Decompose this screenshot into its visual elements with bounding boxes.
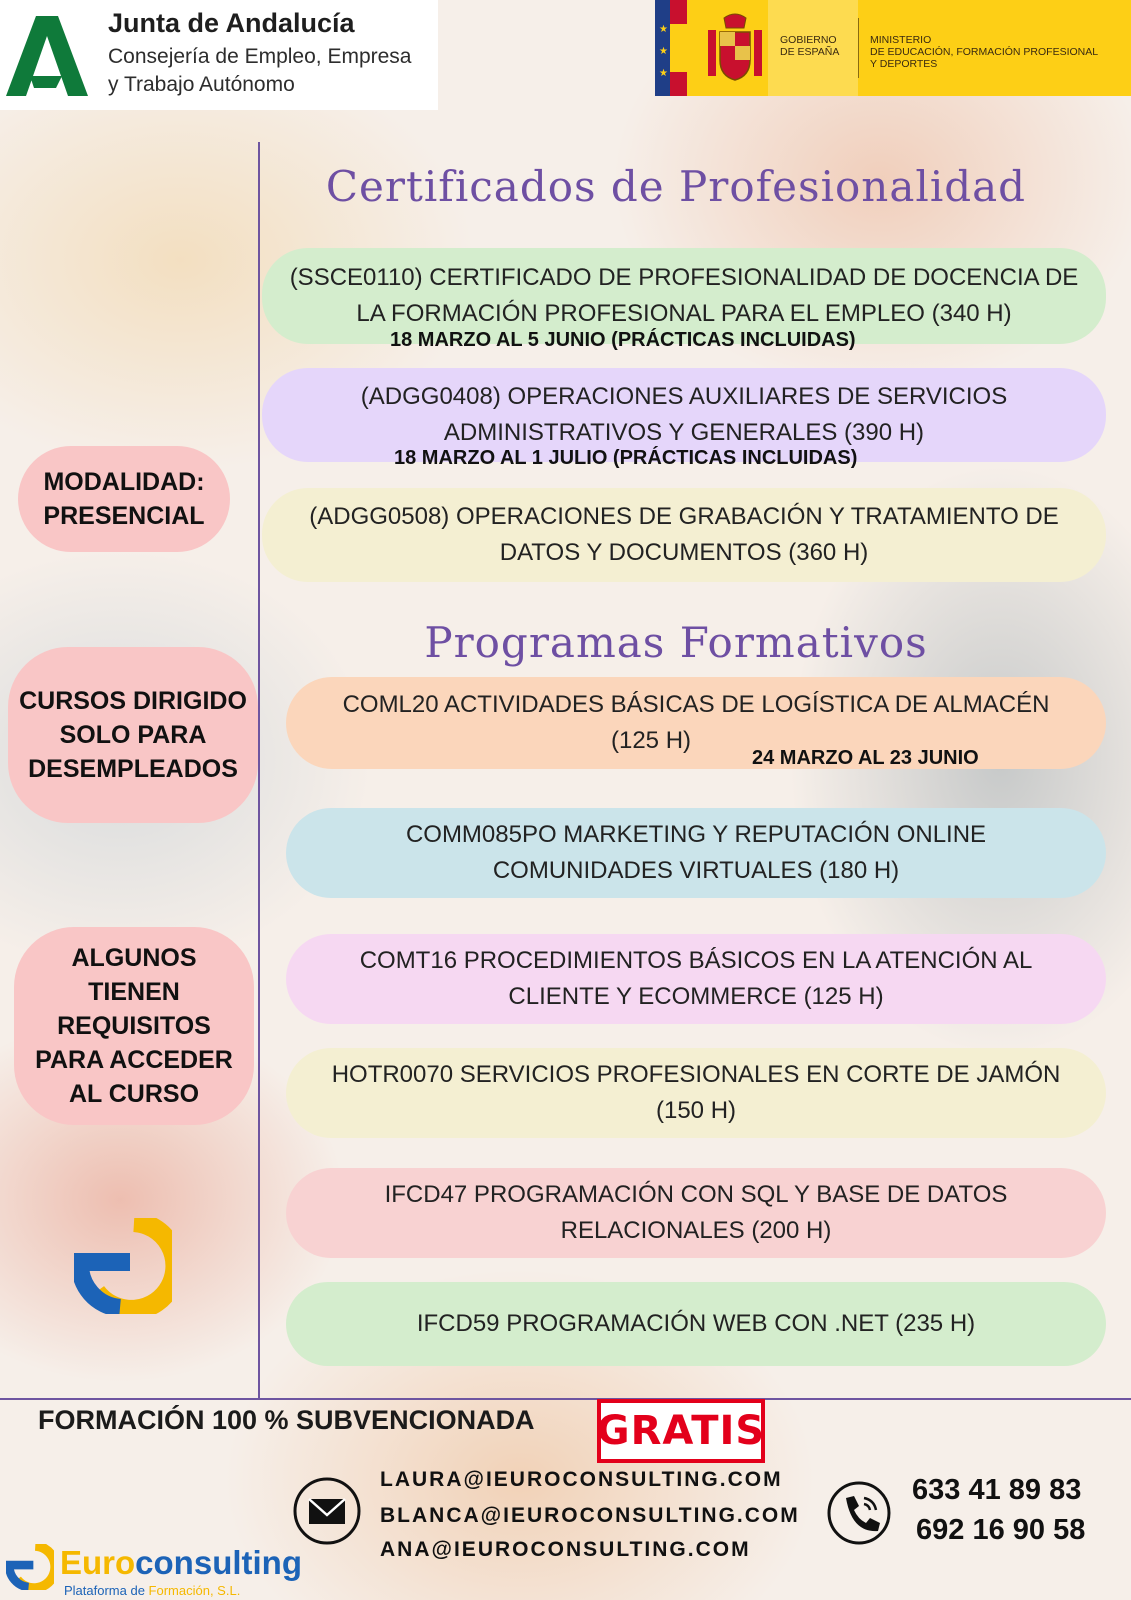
certificado-date-2: 18 MARZO AL 1 JULIO (PRÁCTICAS INCLUIDAS) [394, 447, 858, 469]
modalidad-badge: MODALIDAD: PRESENCIAL [18, 446, 230, 552]
ministerio-line2: DE EDUCACIÓN, FORMACIÓN PROFESIONAL [870, 46, 1099, 58]
programa-text-3: COMT16 PROCEDIMIENTOS BÁSICOS EN LA ATENCIÓN AL CLIENTE Y ECOMMERCE (125 H) [359, 947, 1033, 1010]
programa-text-1-line1: COML20 ACTIVIDADES BÁSICAS DE LOGÍSTICA DE ALMACÉN [342, 691, 1050, 718]
certificados-title: Certificados de Profesionalidad [325, 162, 1027, 211]
spain-flag [670, 0, 687, 96]
euroconsulting-ec-logo [74, 1218, 172, 1314]
programa-text-5: IFCD47 PROGRAMACIÓN CON SQL Y BASE DE DATOS RELACIONALES (200 H) [384, 1181, 1008, 1244]
gobierno-line2: DE ESPAÑA [780, 46, 840, 58]
email-laura[interactable]: LAURA@IEUROCONSULTING.COM [380, 1468, 783, 1491]
envelope-icon [292, 1476, 362, 1546]
desempleados-badge: CURSOS DIRIGIDO SOLO PARA DESEMPLEADOS [8, 647, 258, 823]
junta-title: Junta de Andalucía [108, 8, 355, 38]
programa-card-1 [286, 677, 1106, 769]
header-separator [858, 18, 859, 78]
footer-divider [0, 1398, 1131, 1400]
certificado-card-3 [262, 488, 1106, 582]
gratis-badge: GRATIS [597, 1399, 765, 1463]
tagline-a: Plataforma de [64, 1583, 149, 1598]
tagline-b: Formación, S.L. [148, 1583, 241, 1598]
gobierno-line1: GOBIERNO [780, 34, 837, 46]
certificado-text-1: (SSCE0110) CERTIFICADO DE PROFESIONALIDAD DE DOCENCIA DE LA FORMACIÓN PROFESIONAL PARA EL EMPLEO (340 H) [289, 264, 1079, 327]
phone-number-1[interactable]: 633 41 89 83 [912, 1474, 1082, 1506]
ministerio-line1: MINISTERIO [870, 34, 932, 46]
svg-text:★: ★ [659, 68, 668, 79]
eu-stars-icon [657, 20, 669, 80]
email-blanca[interactable]: BLANCA@IEUROCONSULTING.COM [380, 1504, 800, 1527]
ministerio-label [870, 34, 1098, 70]
email-ana[interactable]: ANA@IEUROCONSULTING.COM [380, 1538, 751, 1561]
ministerio-line3: Y DEPORTES [870, 58, 938, 70]
phone-number-2[interactable]: 692 16 90 58 [916, 1514, 1086, 1546]
programa-card-5 [286, 1168, 1106, 1258]
brand-consulting: consulting [135, 1544, 302, 1581]
programas-title: Programas Formativos [424, 618, 928, 667]
junta-andalucia-logo [0, 10, 94, 98]
certificado-text-2: (ADGG0408) OPERACIONES AUXILIARES DE SERVICIOS ADMINISTRATIVOS Y GENERALES (390 H) [360, 383, 1008, 446]
euroconsulting-tagline [64, 1583, 240, 1598]
phone-icon [826, 1480, 892, 1546]
certificado-date-1: 18 MARZO AL 5 JUNIO (PRÁCTICAS INCLUIDAS) [390, 329, 856, 351]
junta-subtitle [108, 43, 438, 99]
gobierno-label [780, 34, 839, 58]
programa-card-4 [286, 1048, 1106, 1138]
subvencionada-banner: FORMACIÓN 100 % SUBVENCIONADA [38, 1405, 535, 1435]
programa-text-2: COMM085PO MARKETING Y REPUTACIÓN ONLINE COMUNIDADES VIRTUALES (180 H) [405, 821, 987, 884]
certificado-text-3: (ADGG0508) OPERACIONES DE GRABACIÓN Y TRATAMIENTO DE DATOS Y DOCUMENTOS (360 H) [309, 503, 1059, 566]
programa-card-3 [286, 934, 1106, 1024]
euroconsulting-small-logo [6, 1544, 54, 1590]
svg-text:★: ★ [659, 46, 668, 57]
programa-text-4: HOTR0070 SERVICIOS PROFESIONALES EN CORTE DE JAMÓN (150 H) [331, 1061, 1061, 1124]
programa-text-1-line2: (125 H) [610, 727, 692, 754]
requisitos-badge: ALGUNOS TIENEN REQUISITOS PARA ACCEDER AL CURSO [14, 927, 254, 1125]
spain-coat-of-arms-icon [702, 12, 768, 84]
programa-card-2 [286, 808, 1106, 898]
brand-euro: Euro [60, 1544, 136, 1581]
euroconsulting-wordmark [60, 1544, 302, 1582]
junta-subtitle-line2: y Trabajo Autónomo [108, 73, 295, 96]
programa-date-1: 24 MARZO AL 23 JUNIO [752, 747, 979, 769]
junta-subtitle-line1: Consejería de Empleo, Empresa [108, 45, 412, 68]
svg-text:★: ★ [659, 24, 668, 35]
programa-card-6 [286, 1282, 1106, 1366]
vertical-divider [258, 142, 260, 1400]
programa-text-6: IFCD59 PROGRAMACIÓN WEB CON .NET (235 H) [416, 1310, 976, 1337]
